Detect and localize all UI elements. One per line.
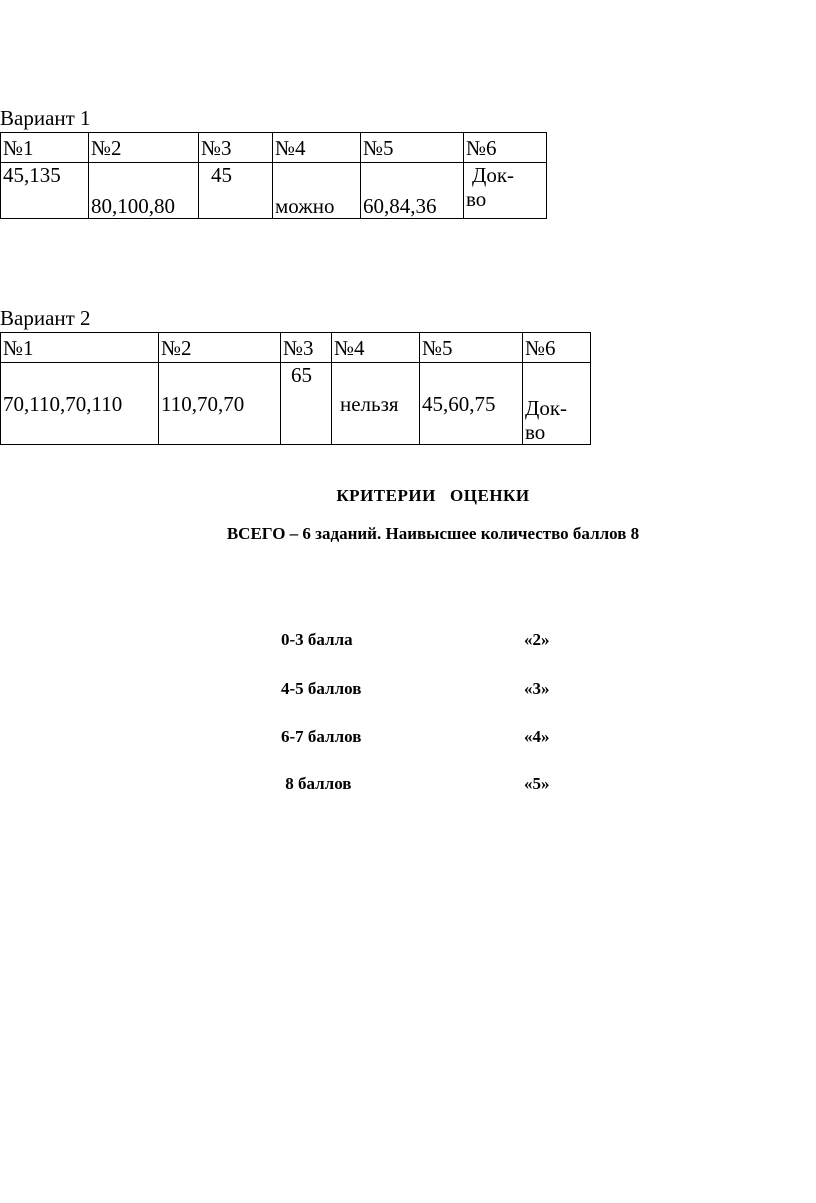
table-header-row bbox=[1, 333, 591, 363]
header-cell: №3 bbox=[199, 133, 273, 163]
answer-cell: 110,70,70 bbox=[159, 363, 281, 445]
score-range: 6-7 баллов bbox=[281, 727, 362, 746]
header-cell: №5 bbox=[420, 333, 523, 363]
score-row bbox=[0, 774, 816, 798]
answer-cell: 60,84,36 bbox=[361, 163, 464, 219]
table-header-row bbox=[1, 133, 547, 163]
score-grade: «2» bbox=[524, 630, 550, 649]
header-cell: №4 bbox=[332, 333, 420, 363]
answer-row bbox=[1, 363, 591, 445]
header-cell: №1 bbox=[1, 333, 159, 363]
answer-cell: можно bbox=[273, 163, 361, 219]
score-row bbox=[0, 679, 816, 703]
score-row bbox=[0, 727, 816, 751]
header-cell: №6 bbox=[523, 333, 591, 363]
header-cell: №1 bbox=[1, 133, 89, 163]
header-cell: №2 bbox=[89, 133, 199, 163]
score-grade: «5» bbox=[524, 774, 550, 793]
answer-cell: 80,100,80 bbox=[89, 163, 199, 219]
answer-cell: 70,110,70,110 bbox=[1, 363, 159, 445]
answer-cell bbox=[523, 363, 591, 445]
header-cell: №4 bbox=[273, 133, 361, 163]
answer-cell: нельзя bbox=[332, 363, 420, 445]
answer-cell: 45 bbox=[199, 163, 273, 219]
header-cell: №3 bbox=[281, 333, 332, 363]
answer-cell: 65 bbox=[281, 363, 332, 445]
variant-1-table bbox=[0, 132, 547, 219]
header-cell: №2 bbox=[159, 333, 281, 363]
score-range: 4-5 баллов bbox=[281, 679, 362, 698]
criteria-subtitle: ВСЕГО – 6 заданий. Наивысшее количество баллов 8 bbox=[226, 524, 640, 543]
score-grade: «3» bbox=[524, 679, 550, 698]
header-cell: №5 bbox=[361, 133, 464, 163]
criteria-title: КРИТЕРИИ ОЦЕНКИ bbox=[336, 486, 530, 505]
score-range: 8 баллов bbox=[281, 774, 352, 793]
variant-1-label: Вариант 1 bbox=[0, 106, 91, 130]
score-grade: «4» bbox=[524, 727, 550, 746]
answer-line: во bbox=[466, 187, 487, 211]
answer-line: Док- bbox=[472, 163, 515, 187]
header-cell: №6 bbox=[464, 133, 547, 163]
answer-cell bbox=[464, 163, 547, 219]
score-row bbox=[0, 630, 816, 654]
score-range: 0-3 балла bbox=[281, 630, 353, 649]
answer-cell: 45,135 bbox=[1, 163, 89, 219]
answer-line: Док- bbox=[525, 396, 568, 420]
answer-cell: 45,60,75 bbox=[420, 363, 523, 445]
variant-2-label: Вариант 2 bbox=[0, 306, 91, 330]
answer-line: во bbox=[525, 420, 546, 444]
answer-row bbox=[1, 163, 547, 219]
variant-2-table bbox=[0, 332, 591, 445]
